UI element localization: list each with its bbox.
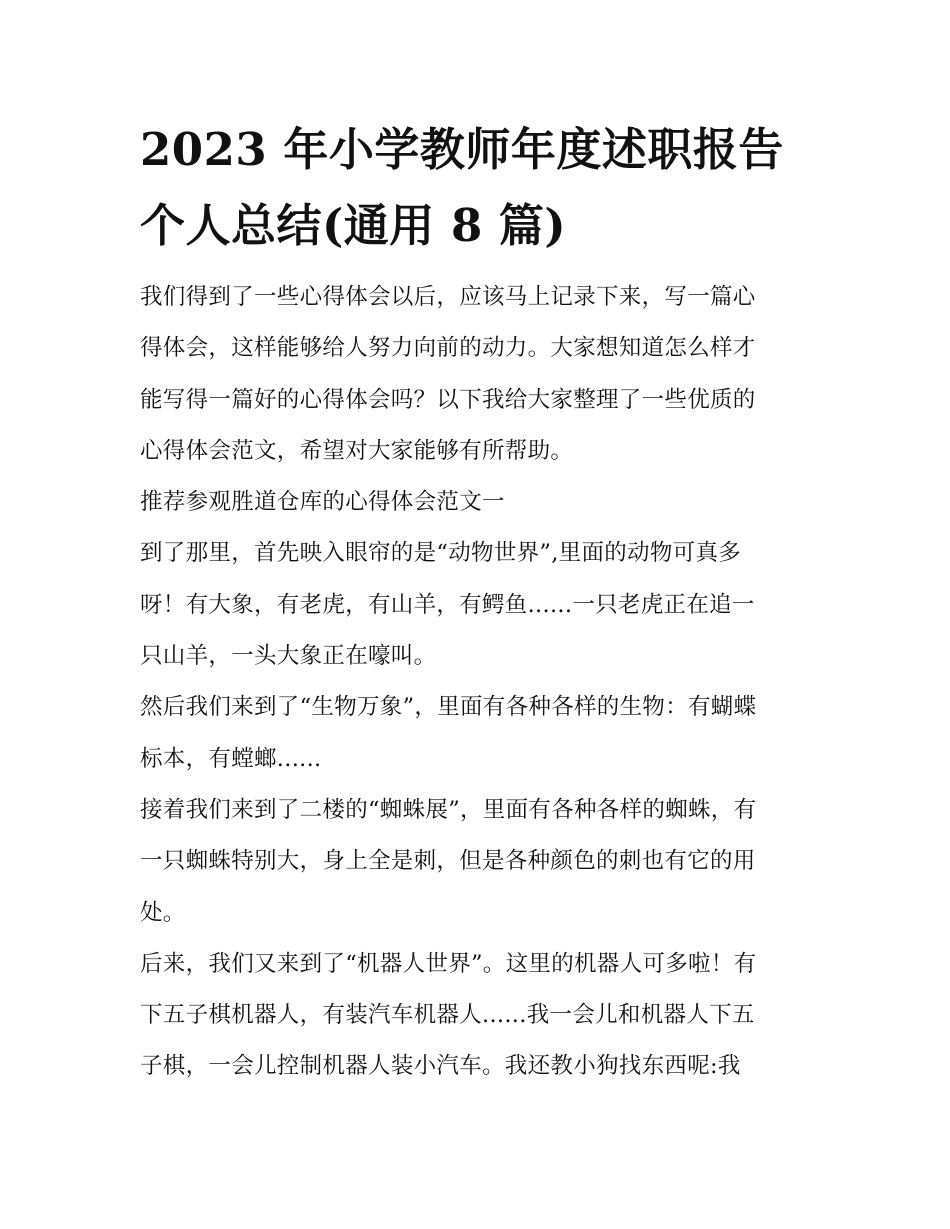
body-line: 下五子棋机器人，有装汽车机器人......我一会儿和机器人下五 [140, 1002, 755, 1029]
body-line: 我们得到了一些心得体会以后，应该马上记录下来，写一篇心 [140, 284, 756, 310]
body-line: 只山羊，一头大象正在嚎叫。 [140, 643, 437, 670]
body-line: 后来，我们又来到了“机器人世界”。这里的机器人可多啦！有 [140, 950, 757, 977]
body-line: 能写得一篇好的心得体会吗？以下我给大家整理了一些优质的 [140, 386, 756, 413]
body-line: 到了那里，首先映入眼帘的是“动物世界”,里面的动物可真多 [140, 540, 742, 567]
body-line: 处。 [140, 899, 186, 926]
body-line: 一只蜘蛛特别大，身上全是刺，但是各种颜色的刺也有它的用 [140, 848, 756, 875]
document-title [140, 112, 820, 264]
body-line: 接着我们来到了二楼的“蜘蛛展”，里面有各种各样的蜘蛛，有 [140, 796, 757, 823]
document-body [140, 272, 830, 1093]
body-line: 子棋，一会儿控制机器人装小汽车。我还教小狗找东西呢:我 [140, 1053, 741, 1080]
body-line: 得体会，这样能够给人努力向前的动力。大家想知道怎么样才 [140, 335, 756, 362]
body-line: 心得体会范文，希望对大家能够有所帮助。 [140, 437, 574, 464]
body-line: 然后我们来到了“生物万象”，里面有各种各样的生物：有蝴蝶 [140, 694, 757, 721]
body-line: 标本，有螳螂...... [140, 745, 322, 772]
section-heading: 推荐参观胜道仓库的心得体会范文一 [140, 489, 505, 516]
title-line-2: 个人总结(通用 8 篇) [140, 199, 567, 252]
body-line: 呀！有大象，有老虎，有山羊，有鳄鱼......一只老虎正在追一 [140, 591, 755, 618]
title-line-1: 2023 年小学教师年度述职报告 [140, 123, 784, 176]
